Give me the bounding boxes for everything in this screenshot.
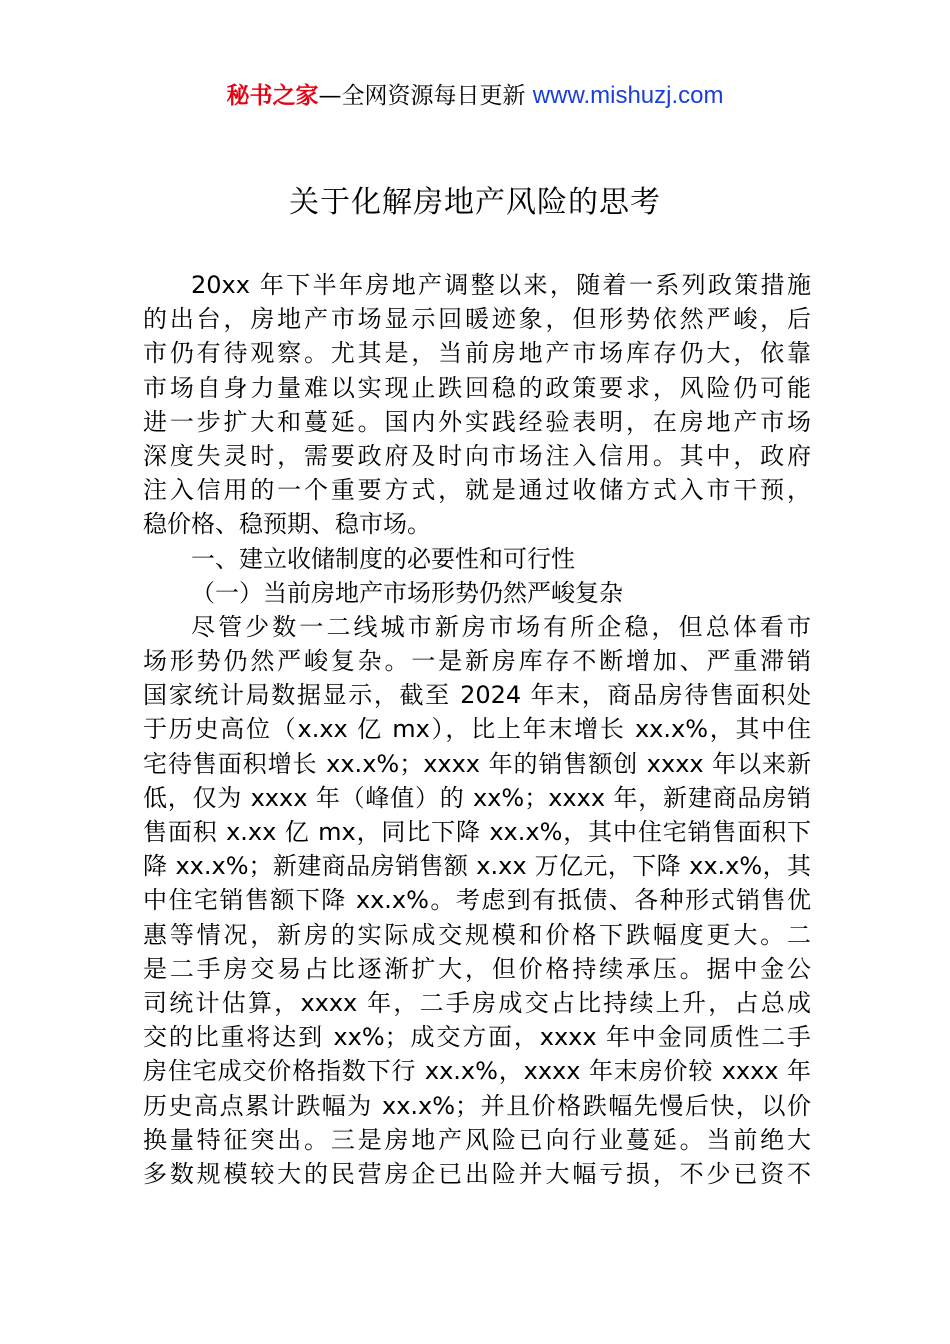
section-heading: 一、建立收储制度的必要性和可行性: [191, 544, 575, 573]
body-line: 降 xx.x%；新建商品房销售额 x.xx 万亿元，下降 xx.x%，其: [143, 852, 811, 881]
body-line: 历史高点累计跌幅为 xx.x%；并且价格跌幅先慢后快，以价: [143, 1091, 811, 1120]
body-line: 20xx 年下半年房地产调整以来，随着一系列政策措施: [191, 271, 811, 299]
site-header: [0, 80, 950, 112]
site-brand: 秘书之家: [226, 83, 319, 109]
body-line: 售面积 x.xx 亿 mx，同比下降 xx.x%，其中住宅销售面积下: [143, 818, 811, 846]
subsection-heading: （一）当前房地产市场形势仍然严峻复杂: [191, 578, 623, 607]
body-line: 中住宅销售额下降 xx.x%。考虑到有抵债、各种形式销售优: [143, 886, 811, 915]
body-line: 尽管少数一二线城市新房市场有所企稳，但总体看市: [191, 612, 811, 641]
body-line: 房住宅成交价格指数下行 xx.x%，xxxx 年末房价较 xxxx 年: [143, 1057, 811, 1086]
body-line: 司统计估算，xxxx 年，二手房成交占比持续上升，占总成: [143, 988, 811, 1017]
body-line: 深度失灵时，需要政府及时向市场注入信用。其中，政府: [143, 441, 811, 470]
body-line: 市场自身力量难以实现止跌回稳的政策要求，风险仍可能: [143, 373, 811, 402]
body-line: 场形势仍然严峻复杂。一是新房库存不断增加、严重滞销: [143, 647, 811, 676]
document-body: [143, 268, 811, 1191]
body-line: 国家统计局数据显示，截至 2024 年末，商品房待售面积处: [143, 681, 811, 710]
body-line: 稳价格、稳预期、稳市场。: [143, 510, 431, 539]
body-line: 市仍有待观察。尤其是，当前房地产市场库存仍大，依靠: [143, 339, 811, 368]
body-line: 换量特征突出。三是房地产风险已向行业蔓延。当前绝大: [143, 1125, 811, 1154]
body-line: 惠等情况，新房的实际成交规模和价格下跌幅度更大。二: [143, 920, 811, 949]
site-tagline: —全网资源每日更新: [318, 83, 526, 109]
body-line: 于历史高位（x.xx 亿 mx），比上年末增长 xx.x%，其中住: [143, 715, 811, 744]
body-line: 多数规模较大的民营房企已出险并大幅亏损，不少已资不: [143, 1159, 811, 1188]
body-line: 的出台，房地产市场显示回暖迹象，但形势依然严峻，后: [143, 305, 811, 334]
body-line: 进一步扩大和蔓延。国内外实践经验表明，在房地产市场: [143, 407, 811, 436]
site-url-link[interactable]: www.mishuzj.com: [532, 82, 724, 109]
body-line: 注入信用的一个重要方式，就是通过收储方式入市干预，: [143, 476, 811, 505]
body-line: 是二手房交易占比逐渐扩大，但价格持续承压。据中金公: [143, 954, 811, 983]
body-line: 交的比重将达到 xx%；成交方面，xxxx 年中金同质性二手: [143, 1023, 811, 1052]
body-line: 低，仅为 xxxx 年（峰值）的 xx%；xxxx 年，新建商品房销: [143, 783, 811, 812]
body-line: 宅待售面积增长 xx.x%；xxxx 年的销售额创 xxxx 年以来新: [143, 749, 811, 778]
document-title: 关于化解房地产风险的思考: [289, 185, 661, 220]
